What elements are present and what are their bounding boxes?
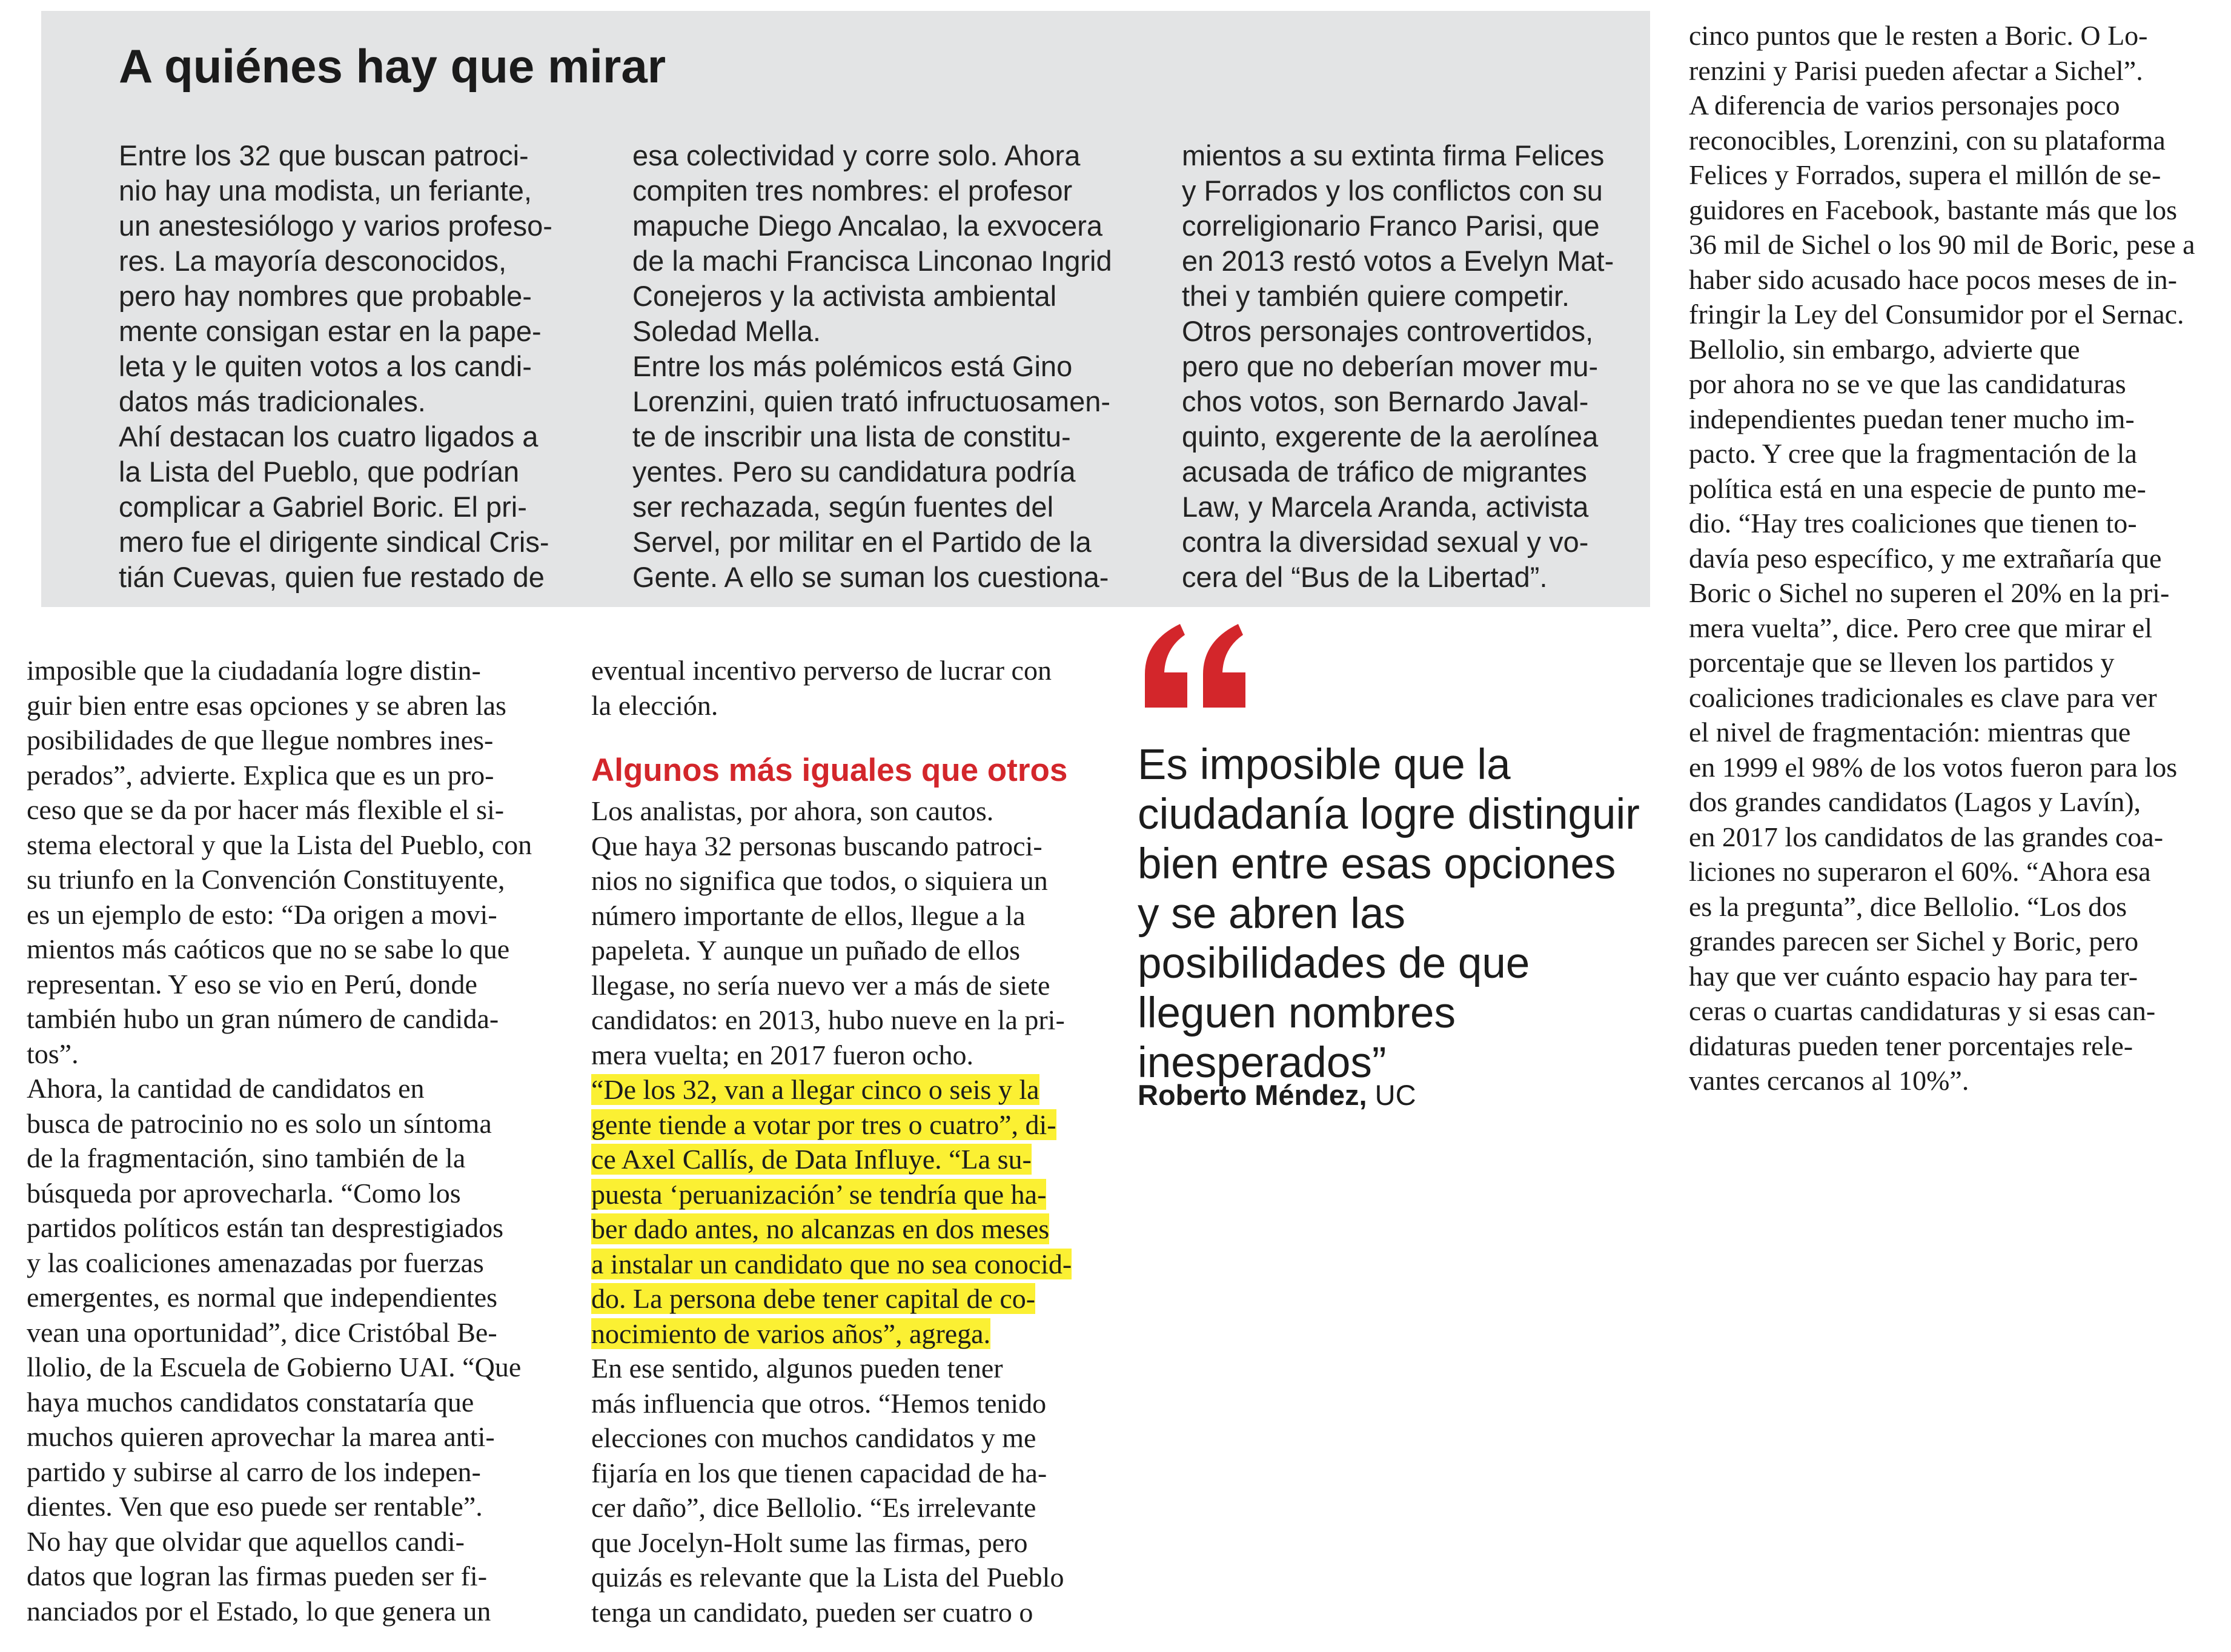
- text-line: la Lista del Pueblo, que podrían: [119, 456, 520, 488]
- text-line: Que haya 32 personas buscando patroci-: [591, 830, 1043, 861]
- text-line: en 2013 restó votos a Evelyn Mat-: [1182, 245, 1614, 277]
- text-line: partido y subirse al carro de los indepen-: [27, 1456, 481, 1487]
- text-line: [591, 1212, 1109, 1247]
- text-line: lleguen nombres: [1138, 989, 1456, 1037]
- text-line: más influencia que otros. “Hemos tenido: [591, 1387, 1047, 1419]
- text-line: búsqueda por aprovecharla. “Como los: [27, 1177, 461, 1209]
- text-line: representan. Y eso se vio en Perú, donde: [27, 968, 477, 1000]
- text-line: mapuche Diego Ancalao, la exvocera: [632, 210, 1102, 242]
- text-line: en 1999 el 98% de los votos fueron para los: [1689, 751, 2178, 783]
- text-line: stema electoral y que la Lista del Pueblo, con: [27, 829, 532, 860]
- text-line: hay que ver cuánto espacio hay para ter-: [1689, 960, 2138, 992]
- text-line: leta y le quiten votos a los candi-: [119, 350, 532, 382]
- text-line: te de inscribir una lista de constitu-: [632, 420, 1071, 453]
- column-2-paragraph-a: [591, 794, 1109, 1072]
- sidebar-box: [41, 11, 1650, 607]
- text-line: bien entre esas opciones: [1138, 840, 1616, 888]
- text-line: política está en una especie de punto me-: [1689, 473, 2146, 504]
- text-line: [591, 1072, 1109, 1107]
- text-line: En ese sentido, algunos pueden tener: [591, 1353, 1003, 1384]
- text-line: la elección.: [591, 689, 718, 721]
- text-line: posibilidades de que llegue nombres ines-: [27, 725, 494, 755]
- text-line: fringir la Ley del Consumidor por el Sernac.: [1689, 299, 2184, 330]
- column-2-paragraph-b: [591, 1351, 1109, 1630]
- text-line: Otros personajes controvertidos,: [1182, 315, 1594, 347]
- text-line: un anestesiólogo y varios profeso-: [119, 210, 552, 242]
- text-line: candidatos: en 2013, hubo nueve en la pri-: [591, 1004, 1065, 1035]
- text-line: imposible que la ciudadanía logre distin-: [27, 655, 481, 686]
- text-line: Felices y Forrados, supera el millón de se-: [1689, 159, 2161, 190]
- text-line: didaturas pueden tener porcentajes rele-: [1689, 1030, 2133, 1061]
- text-line: vantes cercanos al 10%”.: [1689, 1065, 1969, 1096]
- highlighted-text: do. La persona debe tener capital de co-: [591, 1283, 1036, 1314]
- text-line: complicar a Gabriel Boric. El pri-: [119, 491, 527, 523]
- text-line: fijaría en los que tienen capacidad de ha-: [591, 1457, 1047, 1488]
- text-line: nio hay una modista, un feriante,: [119, 174, 532, 207]
- highlighted-quote-block: [591, 1072, 1109, 1351]
- sidebar-title: A quiénes hay que mirar: [119, 39, 666, 93]
- text-line: dientes. Ven que eso puede ser rentable”.: [27, 1491, 483, 1522]
- text-line: mera vuelta”, dice. Pero cree que mirar el: [1689, 612, 2152, 643]
- text-line: pacto. Y cree que la fragmentación de la: [1689, 438, 2137, 469]
- text-line: de la fragmentación, sino también de la: [27, 1143, 466, 1173]
- text-line: Law, y Marcela Aranda, activista: [1182, 491, 1589, 523]
- text-line: mero fue el dirigente sindical Cris-: [119, 526, 549, 558]
- text-line: liciones no superaron el 60%. “Ahora esa: [1689, 856, 2151, 887]
- text-line: mientos a su extinta firma Felices: [1182, 139, 1605, 171]
- text-line: Servel, por militar en el Partido de la: [632, 526, 1092, 558]
- text-line: No hay que olvidar que aquellos candi-: [27, 1525, 465, 1557]
- text-line: nanciados por el Estado, lo que genera un: [27, 1595, 491, 1627]
- text-line: coaliciones tradicionales es clave para ver: [1689, 682, 2157, 713]
- text-line: acusada de tráfico de migrantes: [1182, 456, 1587, 488]
- text-line: de la machi Francisca Linconao Ingrid: [632, 245, 1112, 277]
- text-line: chos votos, son Bernardo Javal-: [1182, 385, 1589, 417]
- text-line: res. La mayoría desconocidos,: [119, 245, 507, 277]
- text-line: que Jocelyn-Holt sume las firmas, pero: [591, 1527, 1028, 1558]
- text-line: Conejeros y la activista ambiental: [632, 280, 1057, 312]
- text-line: también hubo un gran número de candida-: [27, 1003, 499, 1034]
- quote-author: Roberto Méndez,: [1138, 1079, 1367, 1111]
- text-line: pero que no deberían mover mu-: [1182, 350, 1599, 382]
- text-line: Gente. A ello se suman los cuestiona-: [632, 561, 1109, 593]
- text-line: por ahora no se ve que las candidaturas: [1689, 368, 2126, 399]
- quote-affiliation: UC: [1367, 1079, 1416, 1111]
- highlighted-text: puesta ‘peruanización’ se tendría que ha-: [591, 1178, 1047, 1210]
- text-line: llolio, de la Escuela de Gobierno UAI. “Que: [27, 1352, 522, 1382]
- text-line: Ahí destacan los cuatro ligados a: [119, 420, 539, 453]
- text-line: Bellolio, sin embargo, advierte que: [1689, 333, 2080, 365]
- text-line: es un ejemplo de esto: “Da origen a movi-: [27, 898, 497, 930]
- text-line: compiten tres nombres: el profesor: [632, 174, 1073, 207]
- highlighted-text: gente tiende a votar por tres o cuatro”, di-: [591, 1109, 1056, 1140]
- text-line: contra la diversidad sexual y vo-: [1182, 526, 1589, 558]
- text-line: busca de patrocinio no es solo un síntoma: [27, 1107, 492, 1139]
- text-line: ceras o cuartas candidaturas y si esas can-: [1689, 995, 2156, 1026]
- text-line: guir bien entre esas opciones y se abren las: [27, 689, 506, 721]
- highlighted-text: ber dado antes, no alcanzas en dos meses: [591, 1213, 1050, 1244]
- text-line: eventual incentivo perverso de lucrar con: [591, 655, 1052, 686]
- text-line: Es imposible que la: [1138, 741, 1511, 789]
- text-line: quizás es relevante que la Lista del Pueblo: [591, 1562, 1064, 1593]
- text-line: elecciones con muchos candidatos y me: [591, 1422, 1036, 1453]
- text-line: cera del “Bus de la Libertad”.: [1182, 561, 1548, 593]
- sidebar-column-1: [119, 138, 552, 595]
- text-line: datos más tradicionales.: [119, 385, 426, 417]
- text-line: reconocibles, Lorenzini, con su plataforma: [1689, 124, 2166, 156]
- text-line: emergentes, es normal que independientes: [27, 1282, 498, 1313]
- text-line: dio. “Hay tres coaliciones que tienen to-: [1689, 508, 2137, 539]
- text-line: thei y también quiere competir.: [1182, 280, 1570, 312]
- text-line: nios no significa que todos, o siquiera un: [591, 865, 1048, 896]
- text-line: mientos más caóticos que no se sabe lo que: [27, 934, 510, 964]
- text-line: tenga un candidato, pueden ser cuatro o: [591, 1596, 1033, 1628]
- text-line: [591, 1177, 1109, 1212]
- text-line: ser rechazada, según fuentes del: [632, 491, 1054, 523]
- text-line: el nivel de fragmentación: mientras que: [1689, 717, 2131, 748]
- text-line: su triunfo en la Convención Constituyente,: [27, 864, 505, 895]
- text-line: renzini y Parisi pueden afectar a Sichel”.: [1689, 55, 2143, 86]
- highlighted-text: a instalar un candidato que no sea conocid-: [591, 1248, 1072, 1279]
- text-line: cinco puntos que le resten a Boric. O Lo-: [1689, 20, 2148, 51]
- text-line: porcentaje que se lleven los partidos y: [1689, 647, 2115, 678]
- text-line: pero hay nombres que probable-: [119, 280, 532, 312]
- text-line: es la pregunta”, dice Bellolio. “Los dos: [1689, 891, 2127, 922]
- text-line: partidos políticos están tan desprestigiados: [27, 1212, 503, 1243]
- text-line: y Forrados y los conflictos con su: [1182, 174, 1603, 207]
- text-line: Los analistas, por ahora, son cautos.: [591, 795, 994, 826]
- text-line: dos grandes candidatos (Lagos y Lavín),: [1689, 786, 2141, 817]
- text-line: y se abren las: [1138, 890, 1406, 938]
- text-line: papeleta. Y aunque un puñado de ellos: [591, 935, 1021, 966]
- text-line: cer daño”, dice Bellolio. “Es irrelevante: [591, 1492, 1036, 1523]
- text-line: independientes puedan tener mucho im-: [1689, 403, 2135, 434]
- text-line: mente consigan estar en la pape-: [119, 315, 542, 347]
- article-column-1: [27, 653, 557, 1628]
- text-line: guidores en Facebook, bastante más que los: [1689, 194, 2178, 225]
- text-line: esa colectividad y corre solo. Ahora: [632, 139, 1081, 171]
- sidebar-column-2: [632, 138, 1112, 595]
- text-line: ciudadanía logre distinguir: [1138, 791, 1640, 838]
- text-line: llegase, no sería nuevo ver a más de siete: [591, 969, 1050, 1001]
- text-line: 36 mil de Sichel o los 90 mil de Boric, pese a: [1689, 229, 2195, 260]
- sidebar-column-3: [1182, 138, 1614, 595]
- text-line: Boric o Sichel no superen el 20% en la pri-: [1689, 577, 2170, 608]
- highlighted-text: ce Axel Callís, de Data Influye. “La su-: [591, 1144, 1032, 1175]
- text-line: inesperados”: [1138, 1039, 1387, 1087]
- section-subhead: Algunos más iguales que otros: [591, 752, 1068, 788]
- text-line: Ahora, la cantidad de candidatos en: [27, 1073, 425, 1104]
- highlighted-text: “De los 32, van a llegar cinco o seis y la: [591, 1074, 1039, 1105]
- text-line: muchos quieren aprovechar la marea anti-: [27, 1421, 495, 1452]
- text-line: [591, 1142, 1109, 1177]
- text-line: Soledad Mella.: [632, 315, 821, 347]
- article-column-2-top: [591, 653, 1109, 723]
- text-line: [591, 1107, 1109, 1143]
- text-line: tián Cuevas, quien fue restado de: [119, 561, 545, 593]
- article-column-2: [591, 794, 1109, 1630]
- text-line: perados”, advierte. Explica que es un pro-: [27, 759, 494, 791]
- highlighted-text: nocimiento de varios años”, agrega.: [591, 1318, 991, 1349]
- text-line: [591, 1281, 1109, 1316]
- text-line: y las coaliciones amenazadas por fuerzas: [27, 1247, 484, 1278]
- text-line: Entre los 32 que buscan patroci-: [119, 139, 529, 171]
- text-line: davía peso específico, y me extrañaría que: [1689, 542, 2162, 574]
- text-line: número importante de ellos, llegue a la: [591, 900, 1026, 931]
- text-line: haya muchos candidatos constataría que: [27, 1386, 474, 1418]
- text-line: quinto, exgerente de la aerolínea: [1182, 420, 1599, 453]
- text-line: [591, 1316, 1109, 1352]
- text-line: A diferencia de varios personajes poco: [1689, 90, 2120, 121]
- text-line: ceso que se da por hacer más flexible el si-: [27, 794, 505, 825]
- text-line: Lorenzini, quien trató infructuosamen-: [632, 385, 1110, 417]
- text-line: mera vuelta; en 2017 fueron ocho.: [591, 1039, 973, 1070]
- text-line: posibilidades de que: [1138, 940, 1530, 987]
- text-line: haber sido acusado hace pocos meses de in-: [1689, 264, 2177, 295]
- article-column-4: [1689, 18, 2210, 1098]
- text-line: tos”.: [27, 1038, 79, 1069]
- text-line: en 2017 los candidatos de las grandes coa-: [1689, 821, 2164, 852]
- text-line: datos que logran las firmas pueden ser fi-: [27, 1561, 488, 1591]
- text-line: [591, 1247, 1109, 1282]
- text-line: yentes. Pero su candidatura podría: [632, 456, 1076, 488]
- pull-quote-attribution: [1138, 1078, 1416, 1112]
- text-line: correligionario Franco Parisi, que: [1182, 210, 1600, 242]
- pull-quote: [1138, 740, 1640, 1088]
- text-line: vean una oportunidad”, dice Cristóbal Be-: [27, 1316, 497, 1348]
- quote-mark-icon: [1138, 617, 1253, 726]
- text-line: grandes parecen ser Sichel y Boric, pero: [1689, 926, 2139, 957]
- text-line: Entre los más polémicos está Gino: [632, 350, 1073, 382]
